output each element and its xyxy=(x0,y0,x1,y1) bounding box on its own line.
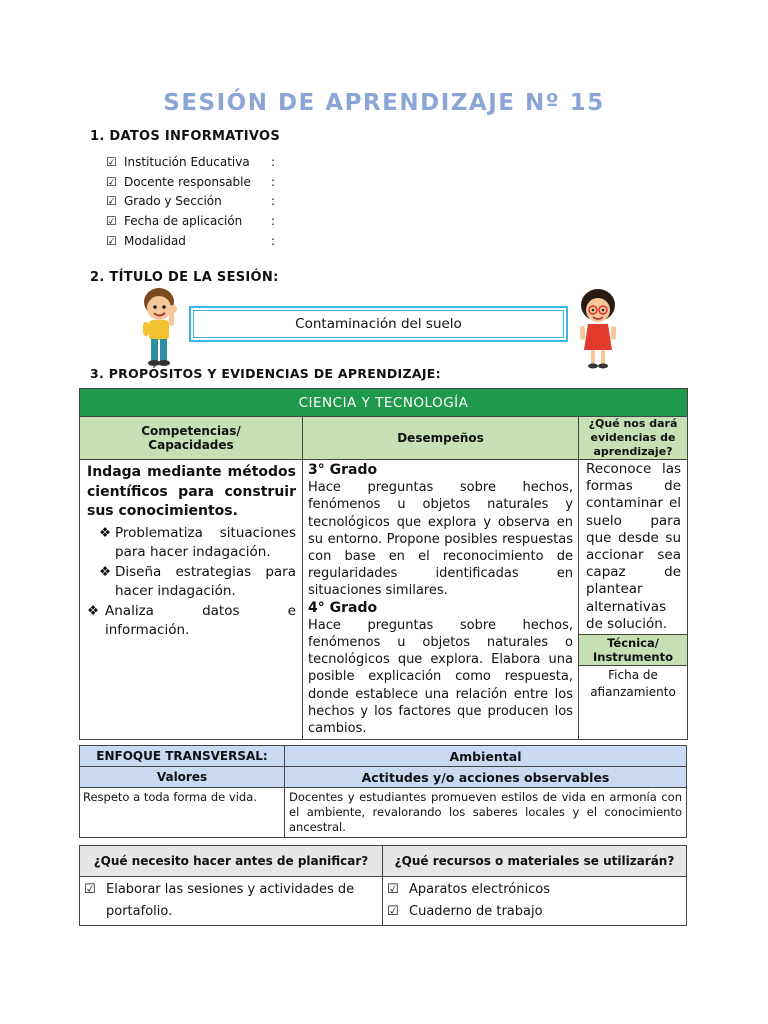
competencias-cell xyxy=(80,460,303,740)
checkbox-icon: ☑ xyxy=(106,174,117,189)
checkbox-icon: ☑ xyxy=(106,234,117,249)
instrumento-text: Ficha de afianzamiento xyxy=(590,668,676,700)
grado4-text: Hace preguntas sobre hechos, fenómenos u objetos naturales o tecnológicos que explora. Elabora una posible explicación como respuesta, donde establece una relación entre los hechos y los factores que producen los cambios. xyxy=(308,617,573,737)
info-separator: : xyxy=(271,214,276,229)
recurso-item xyxy=(387,879,682,901)
grado3-title: 3° Grado xyxy=(308,462,378,478)
area-header: CIENCIA Y TECNOLOGÍA xyxy=(80,389,688,417)
enfoque-value: Ambiental xyxy=(285,746,687,767)
antes-text: Elaborar las sesiones y actividades de portafolio. xyxy=(106,882,355,919)
actitud-text: Docentes y estudiantes promueven estilos de vida en armonía con el ambiente, revalorando los saberes locales y el conocimiento ancestral. xyxy=(285,788,687,838)
section-heading-datos: 1. DATOS INFORMATIVOS xyxy=(90,129,281,144)
bullet-icon: ❖ xyxy=(99,563,112,580)
checkbox-icon: ☑ xyxy=(84,882,96,897)
evidencia-text: Reconoce las formas de contaminar el suelo para que desde su accionar sea capaz de plantear alternativas de solución. xyxy=(586,461,682,632)
info-label: Modalidad xyxy=(124,234,186,249)
info-row xyxy=(106,152,275,172)
grado4-title: 4° Grado xyxy=(308,599,378,616)
col-competencias-header: Competencias/ Capacidades xyxy=(80,417,303,460)
planificacion-table xyxy=(79,845,687,926)
col-valores-header: Valores xyxy=(80,767,285,788)
recurso-text: Aparatos electrónicos xyxy=(409,882,550,897)
checkbox-icon: ☑ xyxy=(106,194,117,209)
propositos-table xyxy=(79,388,688,740)
info-separator: : xyxy=(271,174,276,189)
valor-text: Respeto a toda forma de vida. xyxy=(80,788,285,838)
info-label: Grado y Sección xyxy=(124,194,222,209)
bullet-icon: ❖ xyxy=(87,602,100,619)
checkbox-icon: ☑ xyxy=(106,154,117,169)
enfoque-label: ENFOQUE TRANSVERSAL: xyxy=(80,746,285,767)
capacidad-item xyxy=(87,602,296,641)
info-separator: : xyxy=(271,234,276,249)
info-label: Fecha de aplicación xyxy=(124,214,243,229)
col-desempenos-header: Desempeños xyxy=(303,417,579,460)
question-recursos: ¿Qué recursos o materiales se utilizarán? xyxy=(383,846,687,877)
competencia-text: Indaga mediante métodos científicos para construir sus conocimientos. xyxy=(87,464,296,519)
info-list xyxy=(106,152,275,251)
boy-illustration xyxy=(133,284,191,370)
bullet-icon: ❖ xyxy=(99,524,112,541)
info-separator: : xyxy=(271,154,276,169)
capacidad-item xyxy=(87,563,296,602)
info-row xyxy=(106,192,275,212)
recurso-item xyxy=(387,901,682,923)
info-row xyxy=(106,231,275,251)
tecnica-label: Técnica/ Instrumento xyxy=(579,634,687,666)
antes-cell xyxy=(80,877,383,926)
info-label: Docente responsable xyxy=(124,174,251,189)
info-row xyxy=(106,172,275,192)
capacidad-text: Analiza datos e información. xyxy=(105,602,296,638)
capacidad-item xyxy=(87,524,296,563)
section-heading-titulo: 2. TÍTULO DE LA SESIÓN: xyxy=(90,270,279,285)
capacidad-text: Problematiza situaciones para hacer indagación. xyxy=(115,524,296,560)
col-evidencias-header: ¿Qué nos dará evidencias de aprendizaje? xyxy=(579,417,688,460)
evidencias-cell xyxy=(579,460,688,740)
session-title-box: Contaminación del suelo xyxy=(189,306,568,342)
info-separator: : xyxy=(271,194,276,209)
enfoque-table xyxy=(79,745,687,838)
girl-illustration xyxy=(574,286,622,370)
recursos-cell xyxy=(383,877,687,926)
col-actitudes-header: Actitudes y/o acciones observables xyxy=(285,767,687,788)
grado3-text: Hace preguntas sobre hechos, fenómenos u objetos naturales y tecnológicos que explora y observa en su entorno. Propone posibles respuestas con base en el reconocimiento de regularidades identificadas en situaciones similares. xyxy=(308,480,573,599)
page-title: SESIÓN DE APRENDIZAJE Nº 15 xyxy=(163,90,605,116)
info-row xyxy=(106,211,275,231)
info-label: Institución Educativa xyxy=(124,154,250,169)
checkbox-icon: ☑ xyxy=(387,904,399,919)
desempenos-cell xyxy=(303,460,579,740)
antes-item xyxy=(84,879,378,923)
checkbox-icon: ☑ xyxy=(387,882,399,897)
question-antes: ¿Qué necesito hacer antes de planificar? xyxy=(80,846,383,877)
capacidad-text: Diseña estrategias para hacer indagación. xyxy=(115,563,296,599)
section-heading-propositos: 3. PROPÓSITOS Y EVIDENCIAS DE APRENDIZAJE: xyxy=(90,366,441,381)
checkbox-icon: ☑ xyxy=(106,214,117,229)
recurso-text: Cuaderno de trabajo xyxy=(409,904,543,919)
